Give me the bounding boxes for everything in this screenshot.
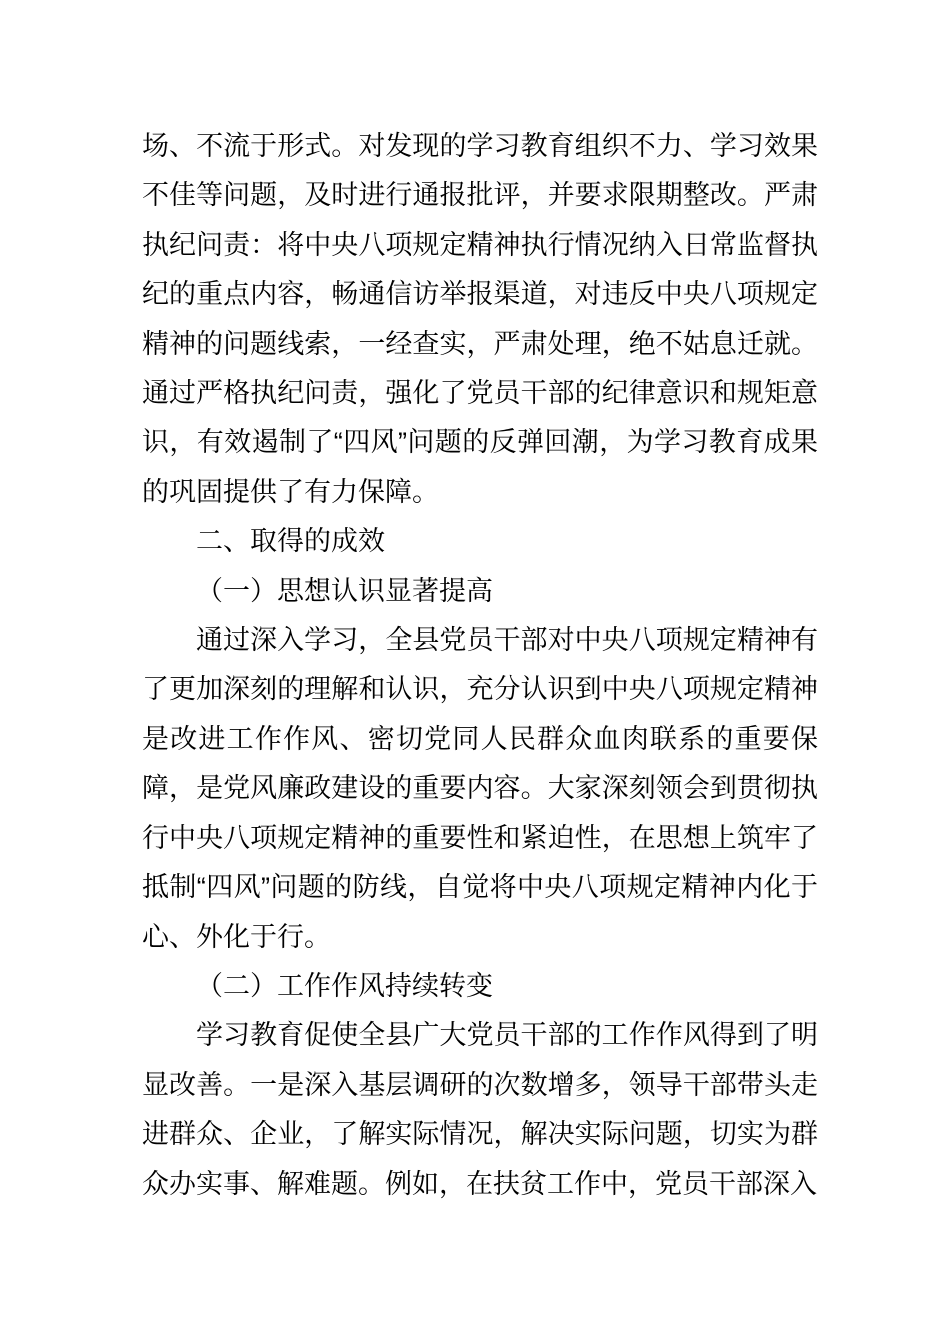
section-heading-achievements: 二、取得的成效 <box>196 526 385 557</box>
paragraph-work-style-change: 学习教育促使全县广大党员干部的工作作风得到了明显改善。一是深入基层调研的次数增多，领导干部带头走进群众、企业，了解实际情况，解决实际问题，切实为群众办实事、解难题。例如，在扶贫工作中，党员干部深入 <box>142 1020 818 1199</box>
paragraph-ideological-awareness: 通过深入学习，全县党员干部对中央八项规定精神有了更加深刻的理解和认识，充分认识到中央八项规定精神是改进工作作风、密切党同人民群众血肉联系的重要保障，是党风廉政建设的重要内容。大家深刻领会到贯彻执行中央八项规定精神的重要性和紧迫性，在思想上筑牢了抵制“四风”问题的防线，自觉将中央八项规定精神内化于心、外化于行。 <box>142 625 818 952</box>
paragraph-continuation-discipline-enforcement: 场、不流于形式。对发现的学习教育组织不力、学习效果不佳等问题，及时进行通报批评，并要求限期整改。严肃执纪问责：将中央八项规定精神执行情况纳入日常监督执纪的重点内容，畅通信访举报渠道，对违反中央八项规定精神的问题线索，一经查实，严肃处理，绝不姑息迁就。通过严格执纪问责，强化了党员干部的纪律意识和规矩意识，有效遏制了“四风”问题的反弹回潮，为学习教育成果的巩固提供了有力保障。 <box>142 131 818 507</box>
subsection-heading-ideological-awareness: （一）思想认识显著提高 <box>196 575 493 606</box>
document-text-block <box>142 122 818 1209</box>
subsection-heading-work-style-change: （二）工作作风持续转变 <box>196 970 493 1001</box>
